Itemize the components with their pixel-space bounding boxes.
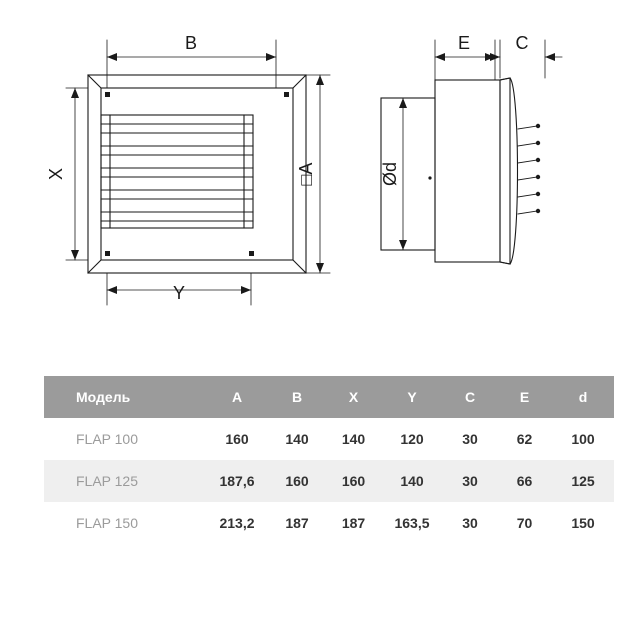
cell-a: 187,6 — [206, 460, 268, 502]
cell-d: 125 — [552, 460, 614, 502]
label-a: □A — [296, 162, 316, 186]
label-d: Ød — [380, 161, 400, 187]
cell-c: 30 — [443, 460, 497, 502]
mounting-points — [105, 92, 289, 256]
label-e: E — [457, 33, 471, 53]
column-header-x: X — [326, 376, 381, 418]
label-b: B — [184, 33, 198, 53]
front-inner-frame — [101, 88, 293, 260]
louvre-area — [101, 115, 253, 228]
cell-model: FLAP 100 — [44, 418, 206, 460]
front-outer-frame — [88, 75, 306, 273]
table-header — [44, 376, 614, 418]
cell-y: 120 — [381, 418, 443, 460]
side-louvre-marks — [518, 126, 537, 214]
table-row — [44, 502, 614, 544]
table-row — [44, 418, 614, 460]
cell-a: 160 — [206, 418, 268, 460]
specification-table — [44, 376, 614, 544]
column-header-c: C — [443, 376, 497, 418]
label-c: C — [515, 33, 529, 53]
cell-y: 163,5 — [381, 502, 443, 544]
cell-x: 140 — [326, 418, 381, 460]
cell-a: 213,2 — [206, 502, 268, 544]
cell-e: 66 — [497, 460, 552, 502]
label-x: X — [46, 167, 66, 181]
cell-e: 70 — [497, 502, 552, 544]
side-cover-plate — [500, 78, 510, 264]
dimension-x — [66, 88, 88, 260]
cell-e: 62 — [497, 418, 552, 460]
column-header-y: Y — [381, 376, 443, 418]
column-header-model: Модель — [44, 376, 206, 418]
cell-y: 140 — [381, 460, 443, 502]
cell-model: FLAP 125 — [44, 460, 206, 502]
cell-x: 160 — [326, 460, 381, 502]
cell-b: 187 — [268, 502, 326, 544]
cell-d: 150 — [552, 502, 614, 544]
table-body — [44, 418, 614, 544]
column-header-a: A — [206, 376, 268, 418]
cell-b: 140 — [268, 418, 326, 460]
column-header-d: d — [552, 376, 614, 418]
label-y: Y — [172, 283, 186, 303]
column-header-b: B — [268, 376, 326, 418]
cell-c: 30 — [443, 418, 497, 460]
table-header-row — [44, 376, 614, 418]
cell-b: 160 — [268, 460, 326, 502]
table-row — [44, 460, 614, 502]
cell-d: 100 — [552, 418, 614, 460]
column-header-e: E — [497, 376, 552, 418]
side-cover-edge — [510, 78, 518, 264]
cell-x: 187 — [326, 502, 381, 544]
cell-model: FLAP 150 — [44, 502, 206, 544]
cell-c: 30 — [443, 502, 497, 544]
side-body — [435, 80, 500, 262]
